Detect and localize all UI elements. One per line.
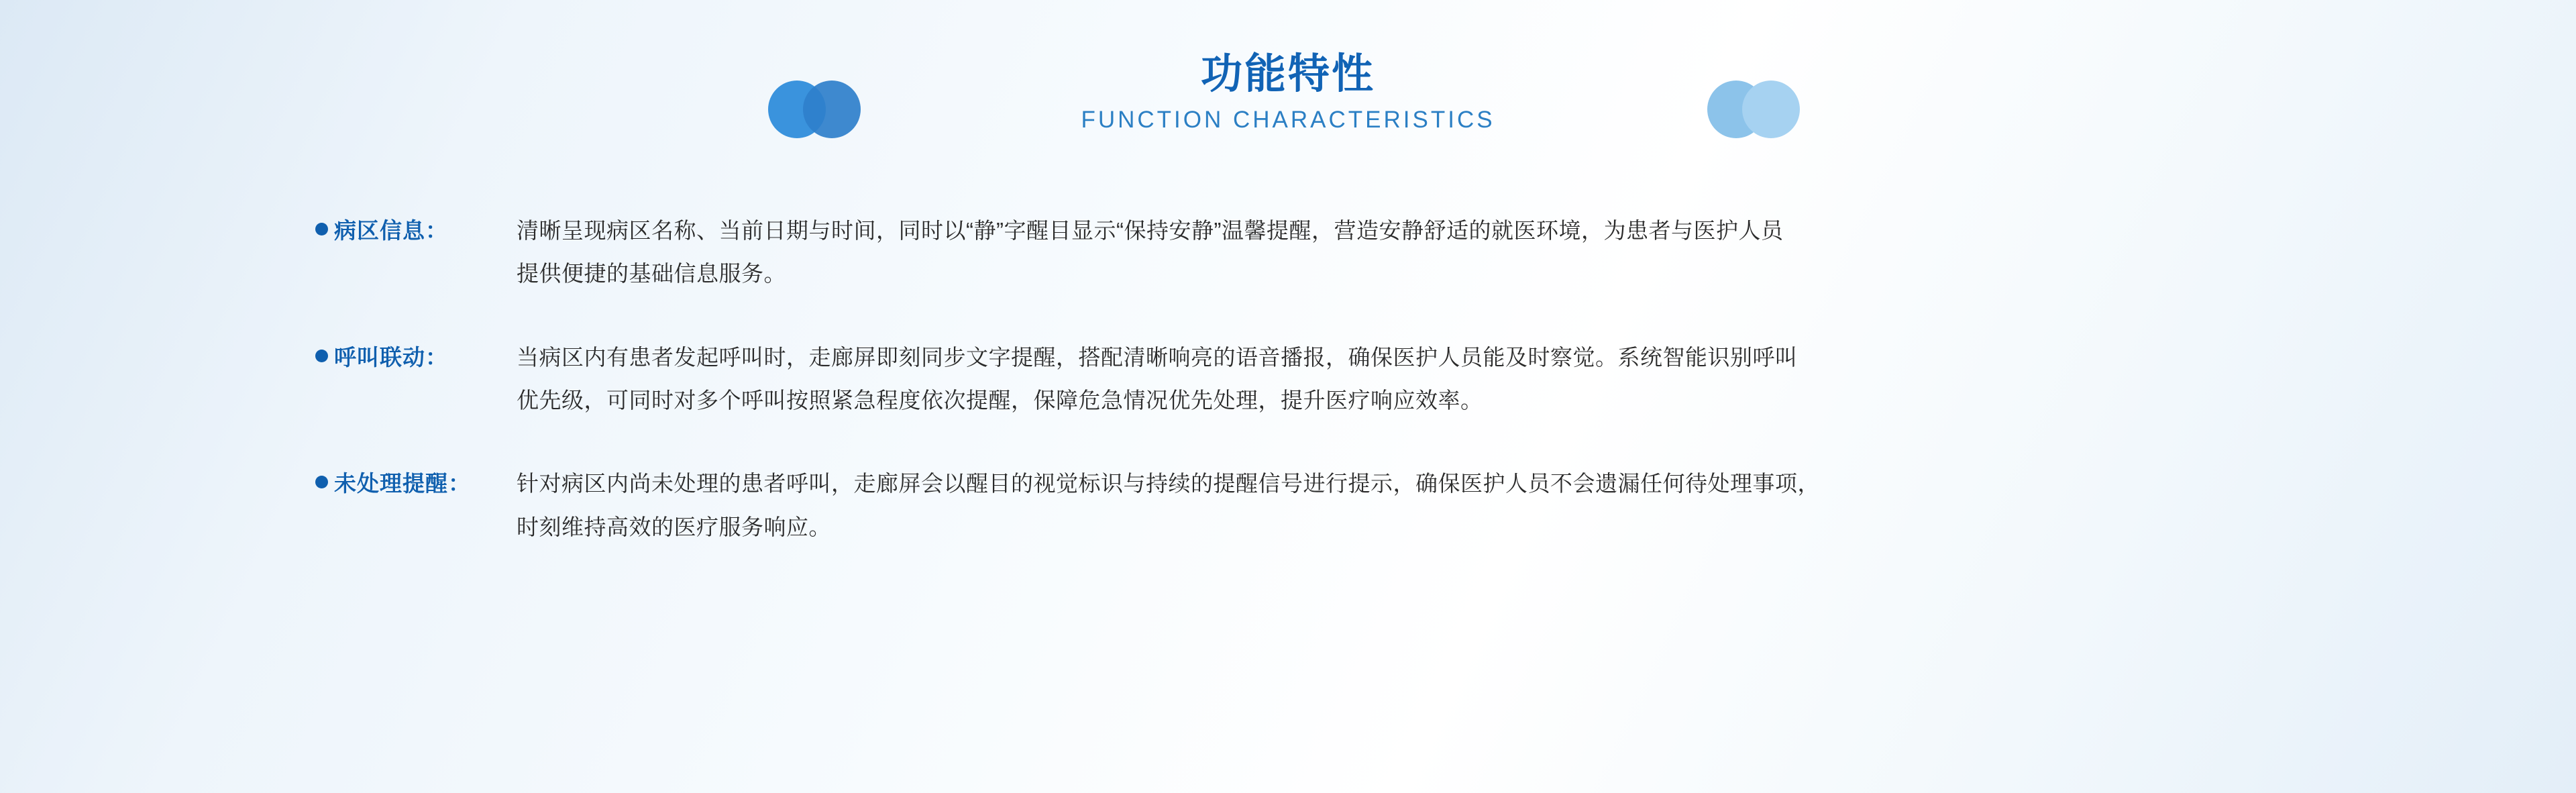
feature-description-line2: 时刻维持高效的医疗服务响应。: [517, 514, 831, 539]
list-item: [315, 462, 2496, 549]
bullet-dot-icon: [315, 476, 328, 488]
feature-description-line1: 针对病区内尚未处理的患者呼叫，走廊屏会以醒目的视觉标识与持续的提醒信号进行提示，确保医护人员不会遗漏任何待处理事项，: [517, 471, 1820, 496]
feature-label: 呼叫联动：: [334, 344, 448, 370]
feature-description-line2: 提供便捷的基础信息服务。: [517, 261, 786, 286]
feature-label-group: [315, 209, 517, 245]
feature-description-line1: 当病区内有患者发起呼叫时，走廊屏即刻同步文字提醒，搭配清晰响亮的语音播报，确保医护人员能及时察觉。系统智能识别呼叫: [517, 344, 1798, 370]
feature-list: [0, 209, 2576, 589]
bullet-dot-icon: [315, 350, 328, 362]
feature-description: [517, 336, 2496, 423]
title-english: FUNCTION CHARACTERISTICS: [1081, 107, 1495, 134]
page-title: [0, 52, 2576, 134]
feature-description-line1: 清晰呈现病区名称、当前日期与时间，同时以“静”字醒目显示“保持安静”温馨提醒，营造安静舒适的就医环境，为患者与医护人员: [517, 218, 1784, 243]
feature-description: [517, 462, 2496, 549]
bullet-dot-icon: [315, 223, 328, 235]
feature-label: 未处理提醒：: [334, 471, 471, 496]
feature-description-line2: 优先级，可同时对多个呼叫按照紧急程度依次提醒，保障危急情况优先处理，提升医疗响应效率。: [517, 388, 1483, 413]
list-item: [315, 209, 2496, 296]
page-header: [0, 0, 2576, 195]
feature-label-group: [315, 336, 517, 372]
title-chinese: 功能特性: [1200, 51, 1375, 97]
feature-label-group: [315, 462, 517, 498]
feature-description: [517, 209, 2496, 296]
list-item: [315, 336, 2496, 423]
feature-label: 病区信息：: [334, 218, 448, 243]
